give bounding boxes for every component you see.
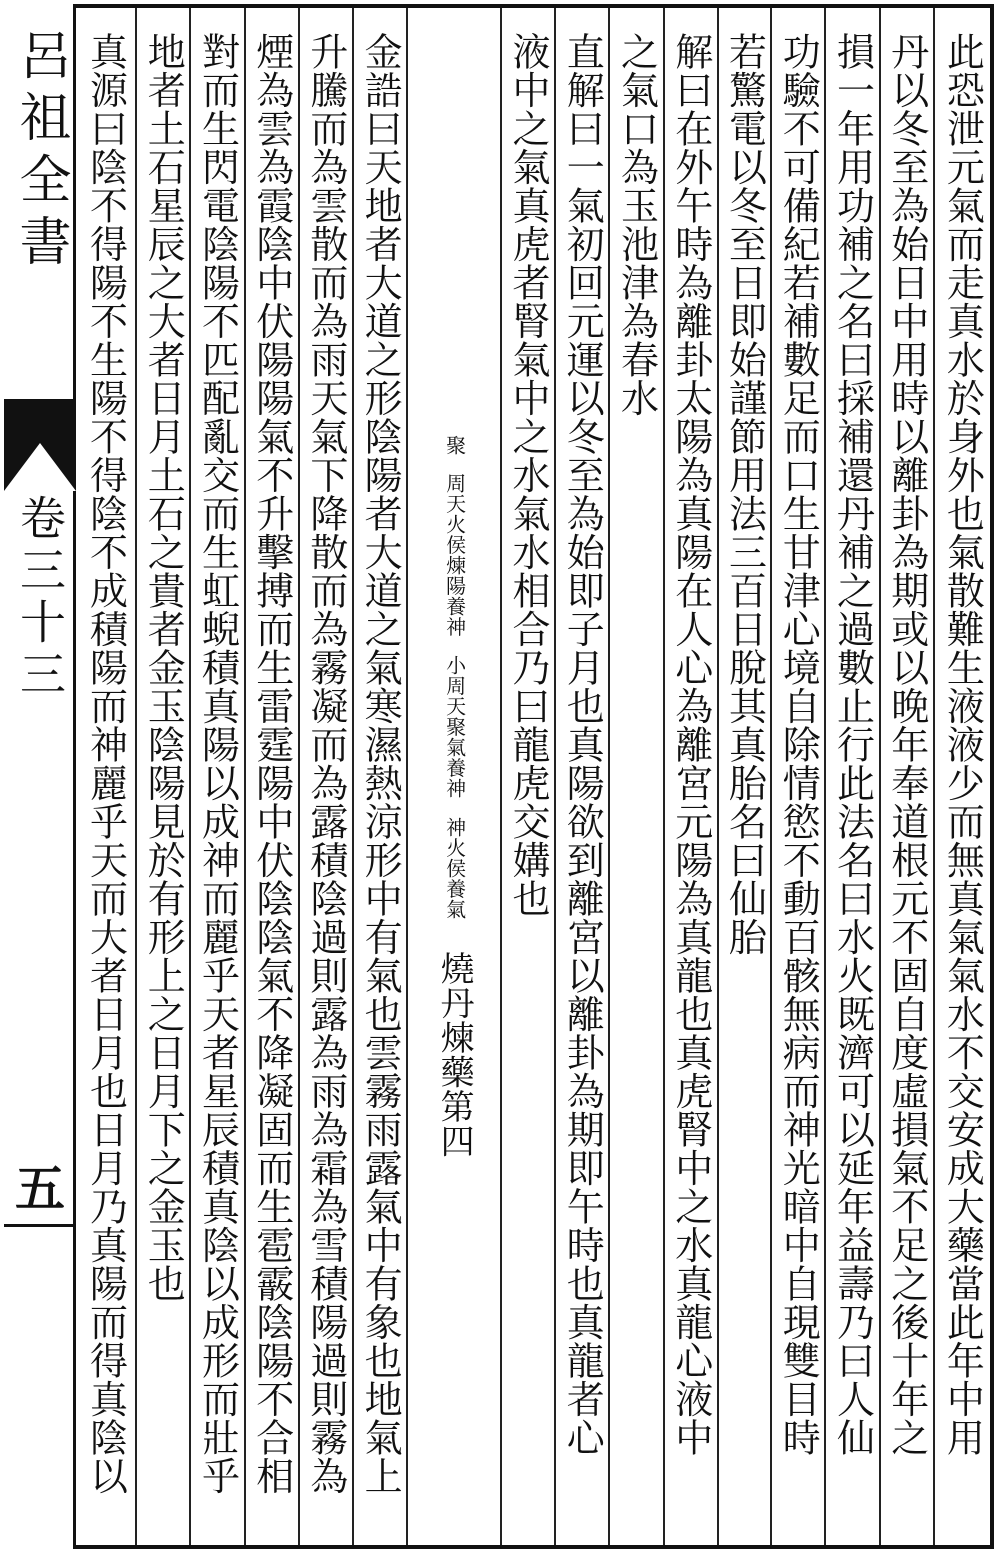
text-column-4	[770, 8, 824, 1545]
column-text: 若驚電以冬至日即始謹節用法三百日脫其真胎名曰仙胎	[722, 32, 767, 956]
column-text: 煙為雲為霞陰中伏陽陽氣不升擊搏而生雷霆陽中伏陰陰氣不降凝固而生雹霰陰陽不合相	[249, 32, 294, 1495]
column-text: 直解曰一氣初回元運以冬至為始即子月也真陽欲到離宮以離卦為期即午時也真龍者心	[560, 32, 605, 1457]
text-column-15	[76, 8, 135, 1545]
heading-note-1: 神火侯養氣	[442, 816, 467, 920]
page-margin-strip	[4, 4, 76, 1549]
page-number: 五	[15, 1159, 65, 1218]
column-text: 解曰在外午時為離卦太陽為真陽在人心為離宮元陽為真龍也真虎腎中之水真龍心液中	[668, 32, 713, 1457]
book-title: 呂祖全書	[10, 28, 70, 276]
margin-rule	[4, 1224, 76, 1227]
column-text: 液中之氣真虎者腎氣中之水氣水相合乃曰龍虎交媾也	[506, 32, 551, 918]
column-text: 升騰而為雲散而為雨天氣下降散而為霧凝而為露積陰過則露為雨為霜為雪積陽過則霧為	[303, 32, 348, 1495]
volume-label: 卷三十三	[13, 494, 67, 702]
text-column-8	[554, 8, 608, 1545]
column-text: 地者土石星辰之大者日月土石之貴者金玉陰陽見於有形上之日月下之金玉也	[141, 32, 186, 1303]
text-columns	[76, 8, 990, 1545]
section-heading-column	[406, 8, 500, 1545]
text-column-7	[608, 8, 662, 1545]
text-column-1	[933, 8, 990, 1545]
column-text: 此恐泄元氣而走真水於身外也氣散難生液液少而無真氣氣水不交安成大藥當此年中用	[940, 32, 985, 1457]
text-column-14	[135, 8, 189, 1545]
column-text: 損一年用功補之名曰採補還丹補之過數止行此法名曰水火既濟可以延年益壽乃曰人仙	[830, 32, 875, 1457]
column-text: 丹以冬至為始日中用時以離卦為期或以晚年奉道根元不固自度虛損氣不足之後十年之	[884, 32, 929, 1457]
text-column-9	[500, 8, 554, 1545]
text-column-3	[824, 8, 878, 1545]
heading-note-3: 周天火侯煉陽養神	[442, 473, 467, 638]
text-column-5	[717, 8, 770, 1545]
column-text: 真源曰陰不得陽不生陽不得陰不成積陽而神麗乎天而大者日月也日月乃真陽而得真陰以	[83, 32, 128, 1495]
text-column-13	[189, 8, 243, 1545]
heading-note-4: 聚	[442, 434, 467, 456]
column-text: 金誥曰天地者大道之形陰陽者大道之氣寒濕熱涼形中有氣也雲霧雨露氣中有象也地氣上	[358, 32, 403, 1495]
column-text: 功驗不可備紀若補數足而口生甘津心境自除情慾不動百骸無病而神光暗中自現雙目時	[776, 32, 821, 1457]
text-column-11	[298, 8, 352, 1545]
section-heading: 燒丹煉藥第四	[434, 951, 475, 1159]
text-column-2	[879, 8, 933, 1545]
text-column-12	[244, 8, 298, 1545]
fishtail-notch	[4, 443, 76, 491]
column-text: 對而生閃電陰陽不匹配亂交而生虹蜺積真陽以成神而麗乎天者星辰積真陰以成形而壯乎	[195, 32, 240, 1495]
column-text: 之氣口為玉池津為春水	[614, 32, 659, 417]
text-column-6	[663, 8, 717, 1545]
text-column-10	[352, 8, 406, 1545]
heading-note-2: 小周天聚氣養神	[442, 655, 467, 799]
fishtail-ornament	[4, 399, 76, 491]
